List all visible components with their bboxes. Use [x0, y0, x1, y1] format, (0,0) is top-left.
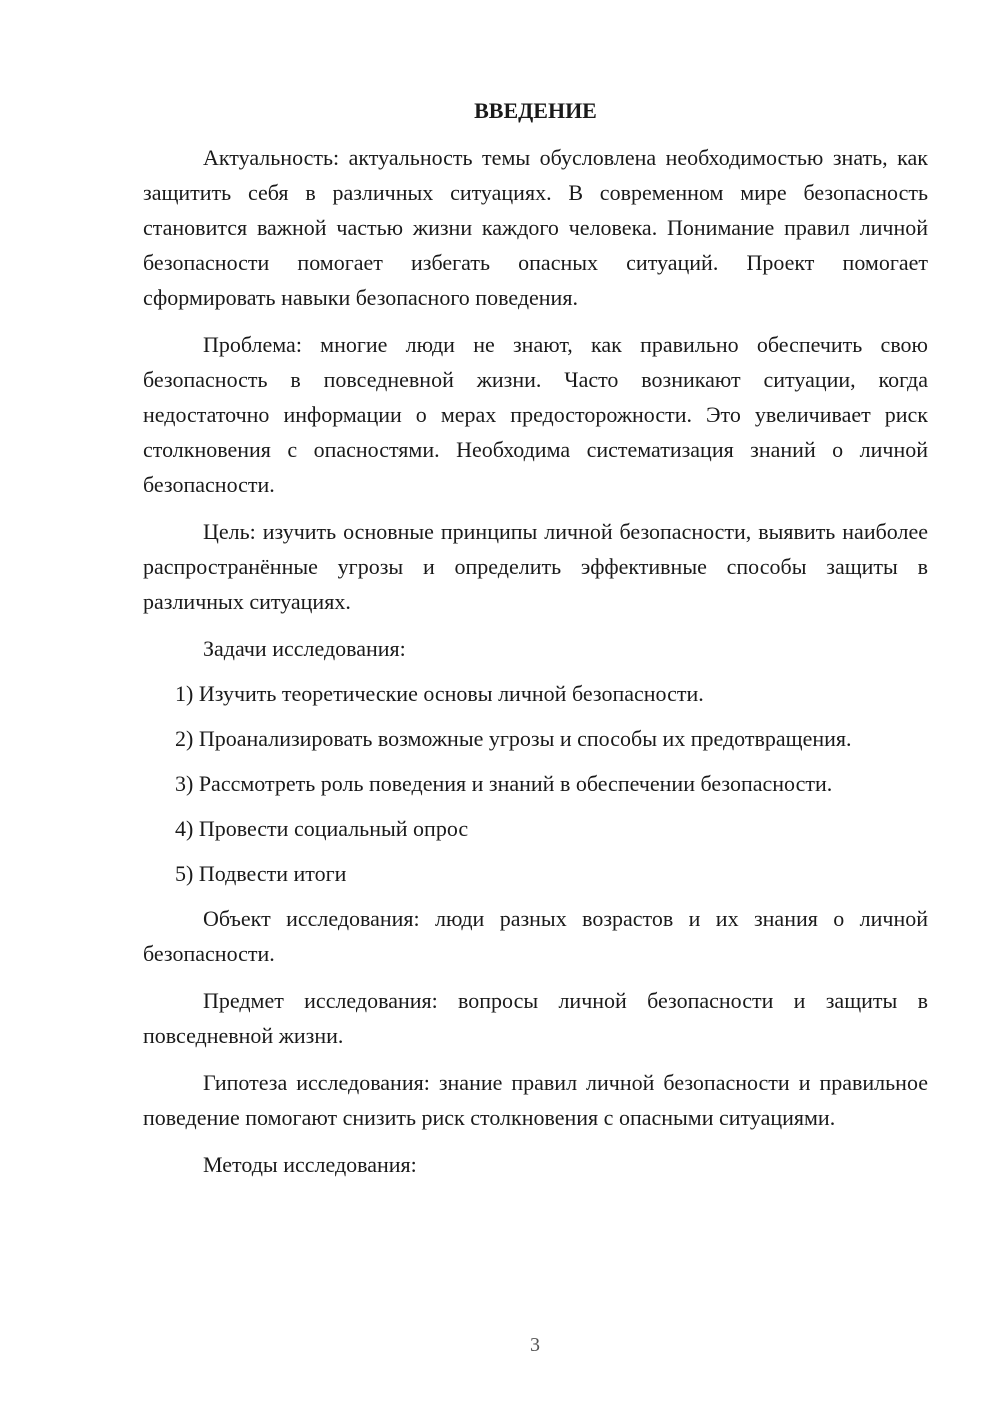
section-title: ВВЕДЕНИЕ: [474, 98, 597, 123]
object-paragraph: Объект исследования: люди разных возрастов и их знания о личной безопасности.: [143, 906, 928, 966]
task-item-5: 5) Подвести итоги: [175, 861, 347, 886]
relevance-paragraph: Актуальность: актуальность темы обусловлена необходимостью знать, как защитить себя в различных ситуациях. В современном мире безопасность становится важной частью жизни каждого человека. Понимание правил личной безопасности помогает избегать опасных ситуаций. Проект помогает сформировать навыки безопасного поведения.: [143, 145, 928, 310]
document-page: [143, 96, 928, 1194]
page-number: 3: [530, 1334, 540, 1356]
task-item-1: 1) Изучить теоретические основы личной безопасности.: [175, 681, 704, 706]
task-item-3: 3) Рассмотреть роль поведения и знаний в обеспечении безопасности.: [175, 771, 833, 796]
task-item-2: 2) Проанализировать возможные угрозы и способы их предотвращения.: [175, 726, 852, 751]
task-item-4: 4) Провести социальный опрос: [175, 816, 469, 841]
tasks-heading: Задачи исследования:: [203, 636, 406, 661]
hypothesis-paragraph: Гипотеза исследования: знание правил личной безопасности и правильное поведение помогают снизить риск столкновения с опасными ситуациями.: [143, 1070, 928, 1130]
subject-paragraph: Предмет исследования: вопросы личной безопасности и защиты в повседневной жизни.: [143, 988, 928, 1048]
goal-paragraph: Цель: изучить основные принципы личной безопасности, выявить наиболее распространённые угрозы и определить эффективные способы защиты в различных ситуациях.: [143, 519, 928, 614]
methods-heading: Методы исследования:: [203, 1152, 417, 1177]
problem-paragraph: Проблема: многие люди не знают, как правильно обеспечить свою безопасность в повседневной жизни. Часто возникают ситуации, когда недостаточно информации о мерах предосторожности. Это увеличивает риск столкновения с опасностями. Необходима систематизация знаний о личной безопасности.: [143, 332, 928, 497]
